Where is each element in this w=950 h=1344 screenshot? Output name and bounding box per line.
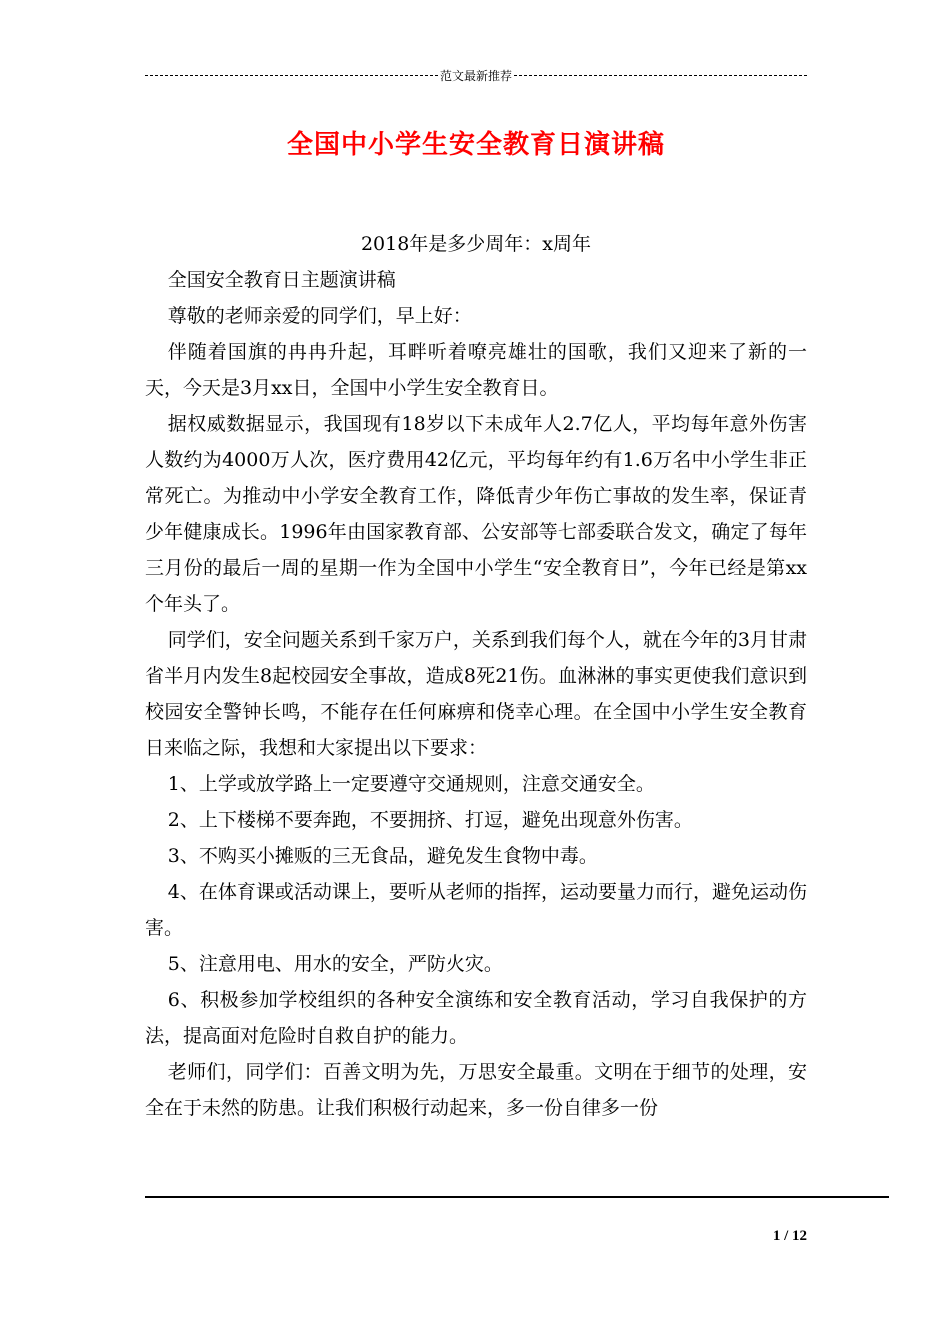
paragraph: 尊敬的老师亲爱的同学们，早上好： <box>167 305 472 327</box>
footer-rule <box>145 1196 889 1198</box>
paragraph: 据权威数据显示，我国现有18岁以下未成年人2.7亿人，平均每年意外伤害人数约为4000万人次，医疗费用42亿元，平均每年约有1.6万名中小学生非正常死亡。为推动中小学安全教育工作，降低青少年伤亡事故的发生率，保证青少年健康成长。1996年由国家教育部、公安部等七部委联合发文，确定了每年三月份的最后一周的星期一作为全国中小学生“安全教育日”，今年已经是第xx个年头了。 <box>145 413 807 615</box>
paragraph: 全国安全教育日主题演讲稿 <box>167 269 396 291</box>
list-item: 3、不购买小摊贩的三无食品，避免发生食物中毒。 <box>167 845 598 867</box>
list-item: 5、注意用电、用水的安全，严防火灾。 <box>167 953 503 975</box>
paragraph: 同学们，安全问题关系到千家万户，关系到我们每个人，就在今年的3月甘肃省半月内发生8起校园安全事故，造成8死21伤。血淋淋的事实更使我们意识到校园安全警钟长鸣，不能存在任何麻痹和侥幸心理。在全国中小学生安全教育日来临之际，我想和大家提出以下要求： <box>145 629 807 759</box>
subtitle-line: 2018年是多少周年：x周年 <box>360 233 592 255</box>
list-item: 1、上学或放学路上一定要遵守交通规则，注意交通安全。 <box>167 773 655 795</box>
paragraph: 老师们，同学们：百善文明为先，万思安全最重。文明在于细节的处理，安全在于未然的防患。让我们积极行动起来，多一份自律多一份 <box>145 1061 807 1119</box>
list-item: 4、在体育课或活动课上，要听从老师的指挥，运动要量力而行，避免运动伤害。 <box>145 881 807 939</box>
document-body <box>145 226 807 1126</box>
page-number: 1 / 12 <box>772 1228 807 1244</box>
list-item: 6、积极参加学校组织的各种安全演练和安全教育活动，学习自我保护的方法，提高面对危险时自救自护的能力。 <box>145 989 807 1047</box>
paragraph: 伴随着国旗的冉冉升起，耳畔听着嘹亮雄壮的国歌，我们又迎来了新的一天，今天是3月xx日，全国中小学生安全教育日。 <box>145 341 807 399</box>
document-title: 全国中小学生安全教育日演讲稿 <box>286 130 665 160</box>
page-header <box>145 62 807 88</box>
header-right-dashes <box>514 75 807 76</box>
header-label: 范文最新推荐 <box>440 68 513 83</box>
header-left-dashes <box>145 75 438 76</box>
list-item: 2、上下楼梯不要奔跑，不要拥挤、打逗，避免出现意外伤害。 <box>167 809 693 831</box>
